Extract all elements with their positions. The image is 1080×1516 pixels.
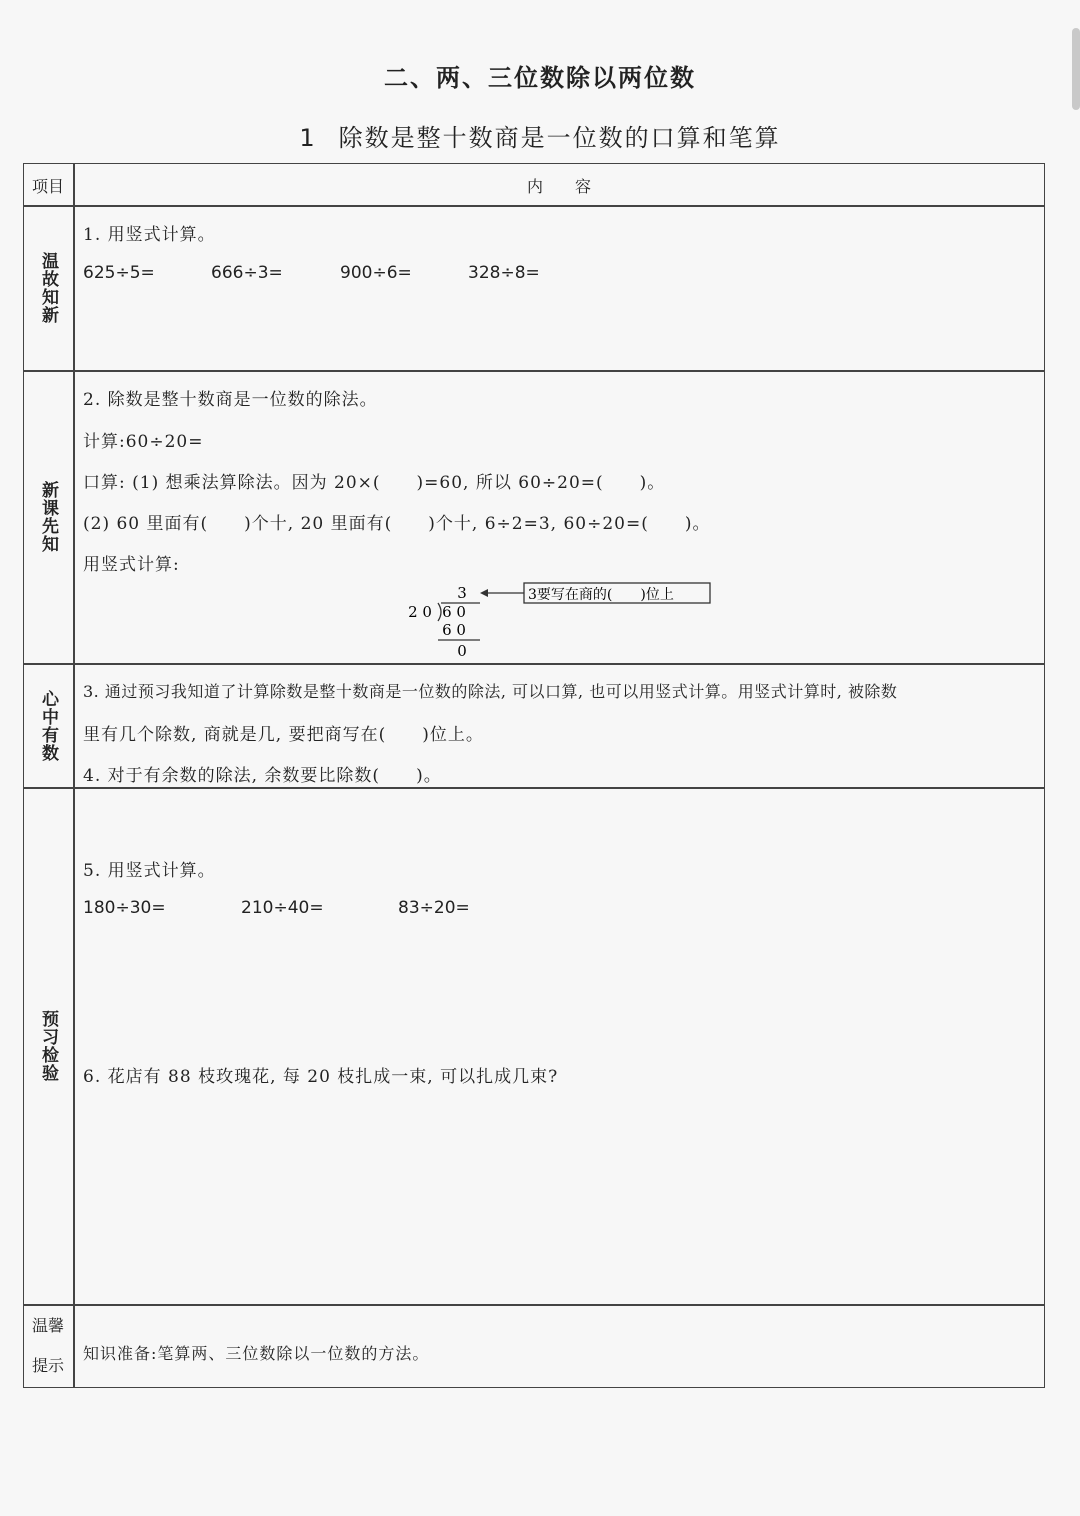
page-title: 二、两、三位数除以两位数 [384,63,696,92]
q5-item: 180÷30= [83,898,166,918]
tips-label-line2: 提示 [31,1356,64,1375]
row-label-summary: 心中有数 [38,689,58,762]
diagram-remainder: 0 [457,642,467,660]
vertical-calc-label: 用竖式计算: [83,555,180,575]
row-label-tips [23,1305,73,1387]
question-6: 6. 花店有 88 枝玫瑰花, 每 20 枝扎成一束, 可以扎成几束? [83,1067,559,1087]
lesson-subtitle [0,118,1080,153]
division-bracket [438,603,441,621]
q5-item: 210÷40= [241,898,324,918]
calc-line: 计算:60÷20= [83,432,204,452]
question-5-title: 5. 用竖式计算。 [83,861,216,881]
row-label-review: 温故知新 [38,252,58,324]
diagram-quotient: 3 [457,584,467,602]
diagram-dividend: 6 0 [442,603,466,621]
q1-item: 666÷3= [211,263,283,283]
diagram-divisor: 2 0 [408,603,432,621]
oral-calc-line: 口算: (1) 想乘法算除法。因为 20×( )=60, 所以 60÷20=( )。 [83,473,666,493]
lesson-number: 1 [299,124,317,152]
oral-calc-part2: (2) 60 里面有( )个十, 20 里面有( )个十, 6÷2=3, 60÷20=( )。 [83,514,711,534]
q1-item: 328÷8= [468,263,540,283]
row-label-preview-check: 预习检验 [38,1010,58,1082]
header-content: 内 容 [526,176,591,196]
question-2-title: 2. 除数是整十数商是一位数的除法。 [83,390,378,410]
tip-text: 知识准备:笔算两、三位数除以一位数的方法。 [83,1344,430,1363]
q5-item: 83÷20= [398,898,470,918]
diagram-product: 6 0 [442,621,466,639]
q1-item: 625÷5= [83,263,155,283]
row-divider [23,663,1045,665]
arrow-head-icon [480,589,488,597]
question-4: 4. 对于有余数的除法, 余数要比除数( )。 [83,766,442,786]
header-item: 项目 [31,176,64,196]
question-3-line2: 里有几个除数, 商就是几, 要把商写在( )位上。 [83,725,484,745]
callout-text: 3要写在商的( )位上 [528,587,674,603]
row-divider [23,787,1045,789]
row-divider [23,1304,1045,1306]
long-division-diagram [380,576,740,662]
row-label-new-lesson: 新课先知 [38,481,58,553]
column-divider [73,163,75,1388]
question-3-line1: 3. 通过预习我知道了计算除数是整十数商是一位数的除法, 可以口算, 也可以用竖式计算。用竖式计算时, 被除数 [83,682,898,701]
tips-label-line1: 温馨 [31,1316,64,1335]
q1-item: 900÷6= [340,263,412,283]
row-divider [23,370,1045,372]
question-1-title: 1. 用竖式计算。 [83,225,216,245]
lesson-title: 除数是整十数商是一位数的口算和笔算 [338,124,781,152]
